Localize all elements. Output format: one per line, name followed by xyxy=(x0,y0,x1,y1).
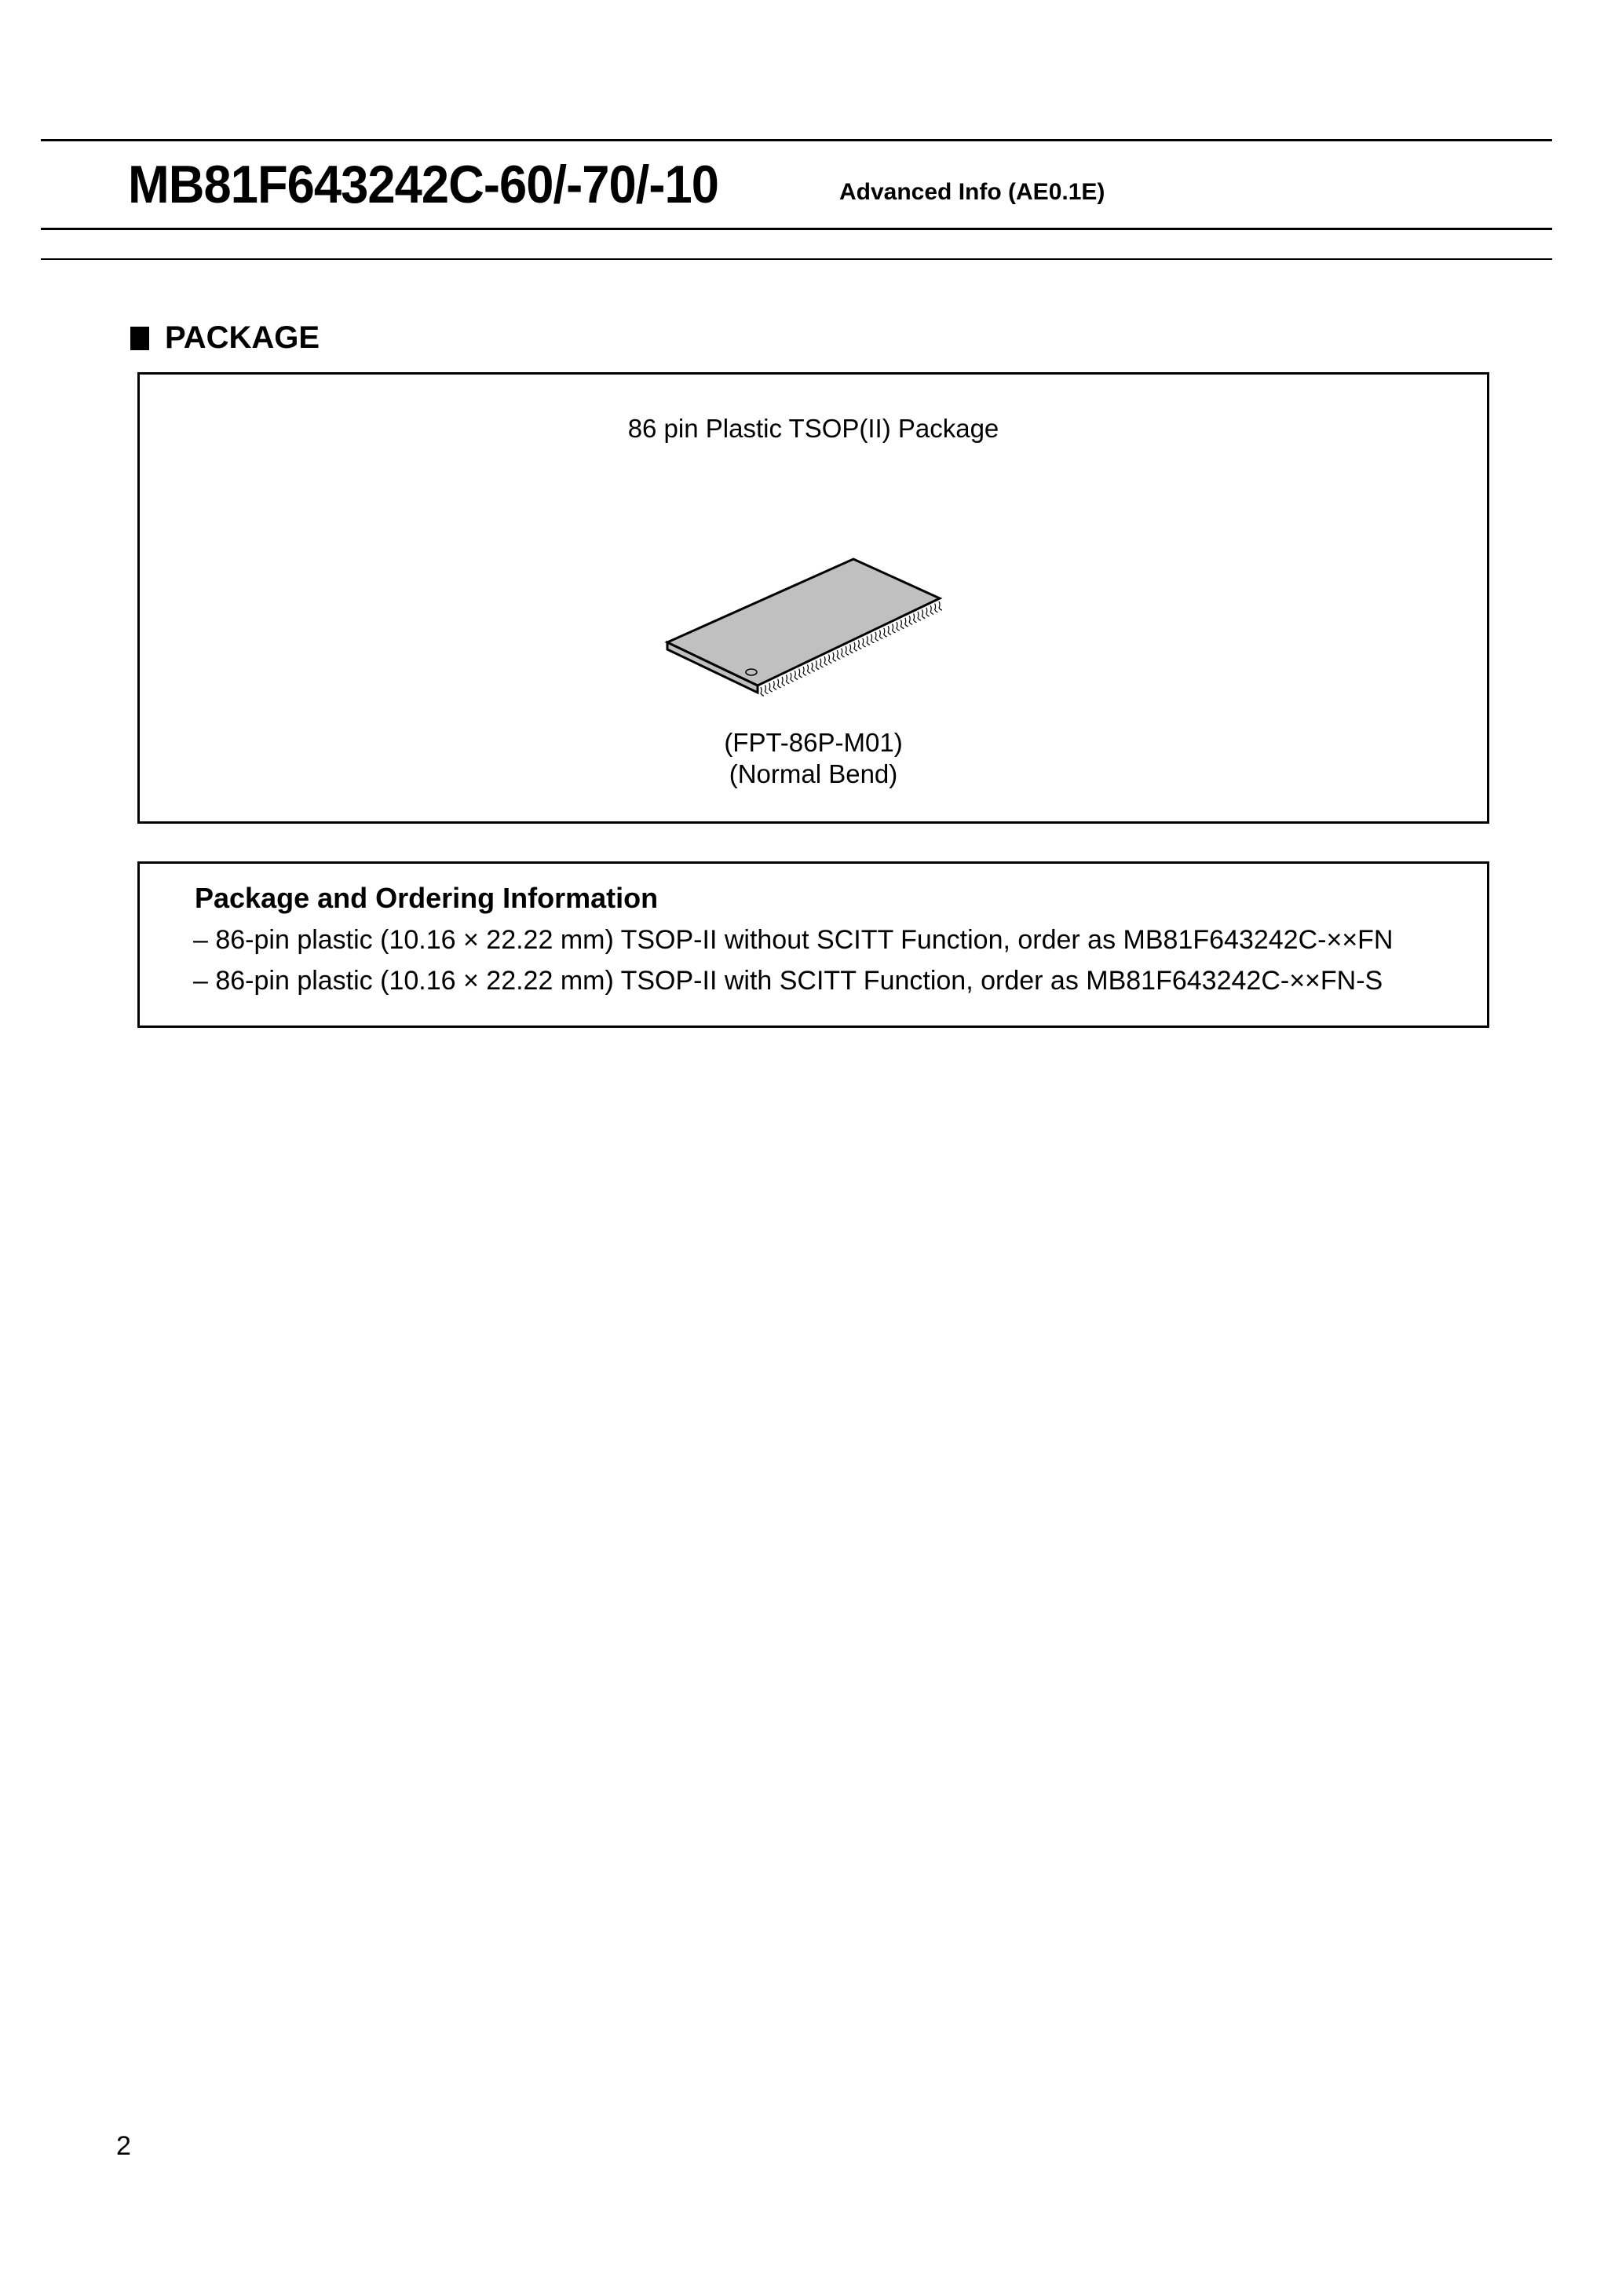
tsop-package-illustration xyxy=(659,550,958,707)
chip-pin xyxy=(837,650,840,659)
ordering-info-box xyxy=(137,861,1489,1028)
section-title: PACKAGE xyxy=(165,320,320,355)
chip-pin xyxy=(833,653,836,661)
chip-pin xyxy=(909,616,912,624)
chip-pin xyxy=(914,614,917,623)
chip-pin xyxy=(871,634,875,643)
chip-pin xyxy=(761,687,764,696)
chip-pin xyxy=(769,683,773,692)
chip-pin xyxy=(842,649,845,657)
chip-pin xyxy=(905,618,908,627)
chip-pin xyxy=(935,604,938,612)
chip-pin xyxy=(791,673,794,682)
chip-pin xyxy=(773,681,776,689)
page-number: 2 xyxy=(116,2131,131,2161)
chip-pin xyxy=(888,626,891,634)
header-top-rule xyxy=(41,139,1552,141)
chip-pin xyxy=(824,656,827,665)
package-caption: 86 pin Plastic TSOP(II) Package xyxy=(627,414,999,443)
chip-pin xyxy=(778,679,781,688)
ordering-heading: Package and Ordering Information xyxy=(195,882,659,914)
chip-pin xyxy=(922,609,925,618)
chip-pin xyxy=(884,628,887,637)
chip-pin xyxy=(863,638,866,647)
ordering-line: – 86-pin plastic (10.16 × 22.22 mm) TSOP-II without SCITT Function, order as MB81F643242C-××FN xyxy=(193,925,1394,955)
package-code: (FPT-86P-M01) xyxy=(724,728,903,757)
chip-pin xyxy=(858,640,861,649)
header-bottom-rule xyxy=(41,228,1552,230)
square-bullet-icon xyxy=(130,327,149,350)
chip-pin xyxy=(846,646,849,655)
section-heading xyxy=(130,320,320,356)
chip-pin xyxy=(816,660,819,669)
chip-pin xyxy=(828,654,831,663)
chip-pin xyxy=(875,632,879,641)
chip-pin xyxy=(807,664,810,673)
page-title xyxy=(128,154,1105,215)
chip-pin xyxy=(765,685,768,693)
chip-pin xyxy=(786,675,789,683)
chip-pin xyxy=(893,624,896,633)
part-number: MB81F643242C-60/-70/-10 xyxy=(128,155,718,214)
chip-pin xyxy=(918,612,921,620)
header-thin-rule xyxy=(41,258,1552,260)
chip-pin xyxy=(820,659,824,667)
chip-pin xyxy=(901,620,904,628)
chip-pin xyxy=(867,636,870,645)
chip-pin xyxy=(879,630,882,638)
chip-pin xyxy=(930,605,933,614)
chip-pin xyxy=(803,667,806,675)
chip-pin xyxy=(782,677,785,686)
chip-pin xyxy=(854,642,857,651)
chip-pin xyxy=(939,601,942,610)
chip-pin xyxy=(850,645,853,653)
ordering-line: – 86-pin plastic (10.16 × 22.22 mm) TSOP-II with SCITT Function, order as MB81F643242C-××FN-S xyxy=(193,966,1383,996)
document-status: Advanced Info (AE0.1E) xyxy=(839,179,1105,205)
chip-pin xyxy=(897,622,900,631)
chip-pin xyxy=(795,671,798,679)
chip-pin xyxy=(812,663,815,671)
package-bend: (Normal Bend) xyxy=(729,759,898,788)
chip-pin xyxy=(799,669,802,678)
chip-pin xyxy=(926,608,930,616)
